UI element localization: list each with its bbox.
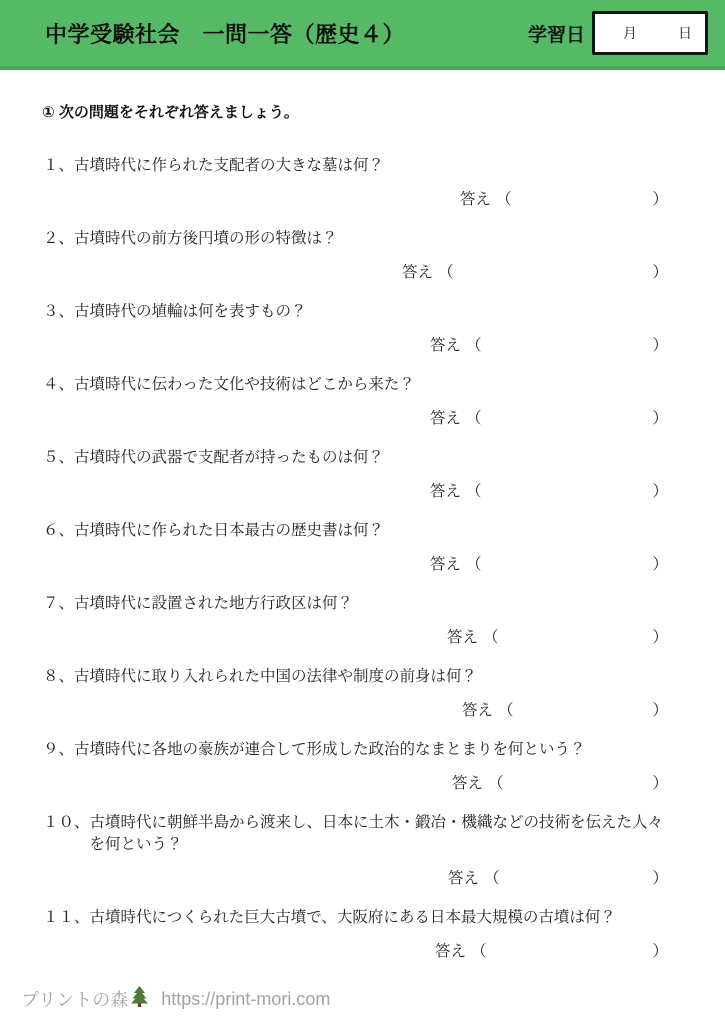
answer-label: 答え: [430, 483, 462, 500]
worksheet-body: [0, 70, 725, 963]
answer-open-paren: （: [484, 870, 500, 887]
footer: [21, 986, 330, 1012]
answer-blank[interactable]: [512, 189, 653, 211]
question-text: 古墳時代の埴輪は何を表すもの？: [74, 303, 307, 320]
answer-blank[interactable]: [487, 941, 653, 963]
study-date-area: [528, 11, 708, 55]
answer-label: 答え: [402, 264, 434, 281]
answer-line: [402, 262, 668, 284]
answer-line: [430, 335, 668, 357]
answer-close-paren: ）: [652, 337, 668, 354]
answer-open-paren: （: [466, 483, 482, 500]
answer-open-paren: （: [466, 337, 482, 354]
question-number: ６、: [43, 522, 75, 539]
question-item-11: [0, 907, 725, 963]
question-text: 古墳時代に作られた支配者の大きな墓は何？: [74, 157, 385, 174]
question-text: 古墳時代の武器で支配者が持ったものは何？: [74, 449, 385, 466]
answer-line: [462, 700, 668, 722]
answer-label: 答え: [430, 556, 462, 573]
answer-line: [430, 554, 668, 576]
answer-blank[interactable]: [514, 700, 653, 722]
answer-label: 答え: [435, 943, 467, 960]
answer-open-paren: （: [466, 556, 482, 573]
question-text: 古墳時代に伝わった文化や技術はどこから来た？: [74, 376, 415, 393]
answer-blank[interactable]: [482, 481, 653, 503]
answer-close-paren: ）: [652, 870, 668, 887]
answer-open-paren: （: [488, 775, 504, 792]
site-url[interactable]: https://print-mori.com: [161, 988, 331, 1009]
question-item-10: [0, 812, 725, 890]
answer-close-paren: ）: [652, 629, 668, 646]
answer-line: [430, 408, 668, 430]
answer-close-paren: ）: [652, 702, 668, 719]
answer-line: [430, 481, 668, 503]
answer-close-paren: ）: [652, 264, 668, 281]
question-text: 古墳時代につくられた巨大古墳で、大阪府にある日本最大規模の古墳は何？: [89, 909, 616, 926]
answer-blank[interactable]: [482, 335, 653, 357]
answer-close-paren: ）: [652, 775, 668, 792]
section-heading: ① 次の問題をそれぞれ答えましょう。: [42, 104, 299, 121]
question-number: ５、: [43, 449, 75, 466]
date-input-box[interactable]: [592, 11, 708, 55]
answer-label: 答え: [448, 870, 480, 887]
question-item-5: [0, 447, 725, 503]
question-item-1: [0, 155, 725, 211]
question-item-4: [0, 374, 725, 430]
answer-open-paren: （: [466, 410, 482, 427]
question-number: ２、: [43, 230, 75, 247]
answer-label: 答え: [462, 702, 494, 719]
answer-open-paren: （: [498, 702, 514, 719]
question-number: ７、: [43, 595, 75, 612]
question-number: １１、: [43, 909, 90, 926]
answer-blank[interactable]: [482, 408, 653, 430]
question-item-6: [0, 520, 725, 576]
question-item-9: [0, 739, 725, 795]
question-text: 古墳時代の前方後円墳の形の特徴は？: [74, 230, 338, 247]
answer-label: 答え: [430, 337, 462, 354]
answer-open-paren: （: [438, 264, 454, 281]
answer-line: [448, 868, 668, 890]
answer-label: 答え: [447, 629, 479, 646]
question-item-3: [0, 301, 725, 357]
answer-open-paren: （: [471, 943, 487, 960]
question-text: 古墳時代に設置された地方行政区は何？: [74, 595, 354, 612]
study-date-label: 学習日: [527, 24, 585, 46]
question-item-2: [0, 228, 725, 284]
answer-close-paren: ）: [652, 943, 668, 960]
question-number: ８、: [43, 668, 75, 685]
answer-label: 答え: [460, 191, 492, 208]
answer-line: [435, 941, 668, 963]
worksheet-title: 中学受験社会 一問一答（歴史４）: [45, 21, 406, 47]
answer-blank[interactable]: [500, 868, 653, 890]
question-number: ３、: [43, 303, 75, 320]
answer-line: [452, 773, 668, 795]
month-label: 月: [623, 25, 637, 41]
site-name: プリントの森: [21, 990, 129, 1010]
answer-line: [447, 627, 668, 649]
answer-open-paren: （: [496, 191, 512, 208]
answer-close-paren: ）: [652, 410, 668, 427]
question-text: 古墳時代に取り入れられた中国の法律や制度の前身は何？: [74, 668, 478, 685]
answer-blank[interactable]: [504, 773, 653, 795]
answer-blank[interactable]: [454, 262, 653, 284]
question-item-8: [0, 666, 725, 722]
answer-label: 答え: [452, 775, 484, 792]
question-text: 古墳時代に作られた日本最古の歴史書は何？: [74, 522, 385, 539]
question-number: １、: [43, 157, 75, 174]
answer-blank[interactable]: [499, 627, 653, 649]
answer-close-paren: ）: [652, 483, 668, 500]
answer-label: 答え: [430, 410, 462, 427]
question-number: ９、: [43, 741, 75, 758]
question-number: １０、: [43, 814, 90, 831]
header-bar: [0, 0, 725, 70]
question-number: ４、: [43, 376, 75, 393]
answer-open-paren: （: [483, 629, 499, 646]
answer-close-paren: ）: [652, 191, 668, 208]
tree-icon: [130, 986, 149, 1012]
question-text: 古墳時代に各地の豪族が連合して形成した政治的なまとまりを何という？: [74, 741, 586, 758]
answer-blank[interactable]: [482, 554, 653, 576]
question-item-7: [0, 593, 725, 649]
day-label: 日: [678, 25, 692, 41]
answer-close-paren: ）: [652, 556, 668, 573]
answer-line: [460, 189, 668, 211]
question-text: 古墳時代に朝鮮半島から渡来し、日本に土木・鍛冶・機織などの技術を伝えた人々を何という？: [89, 814, 664, 853]
